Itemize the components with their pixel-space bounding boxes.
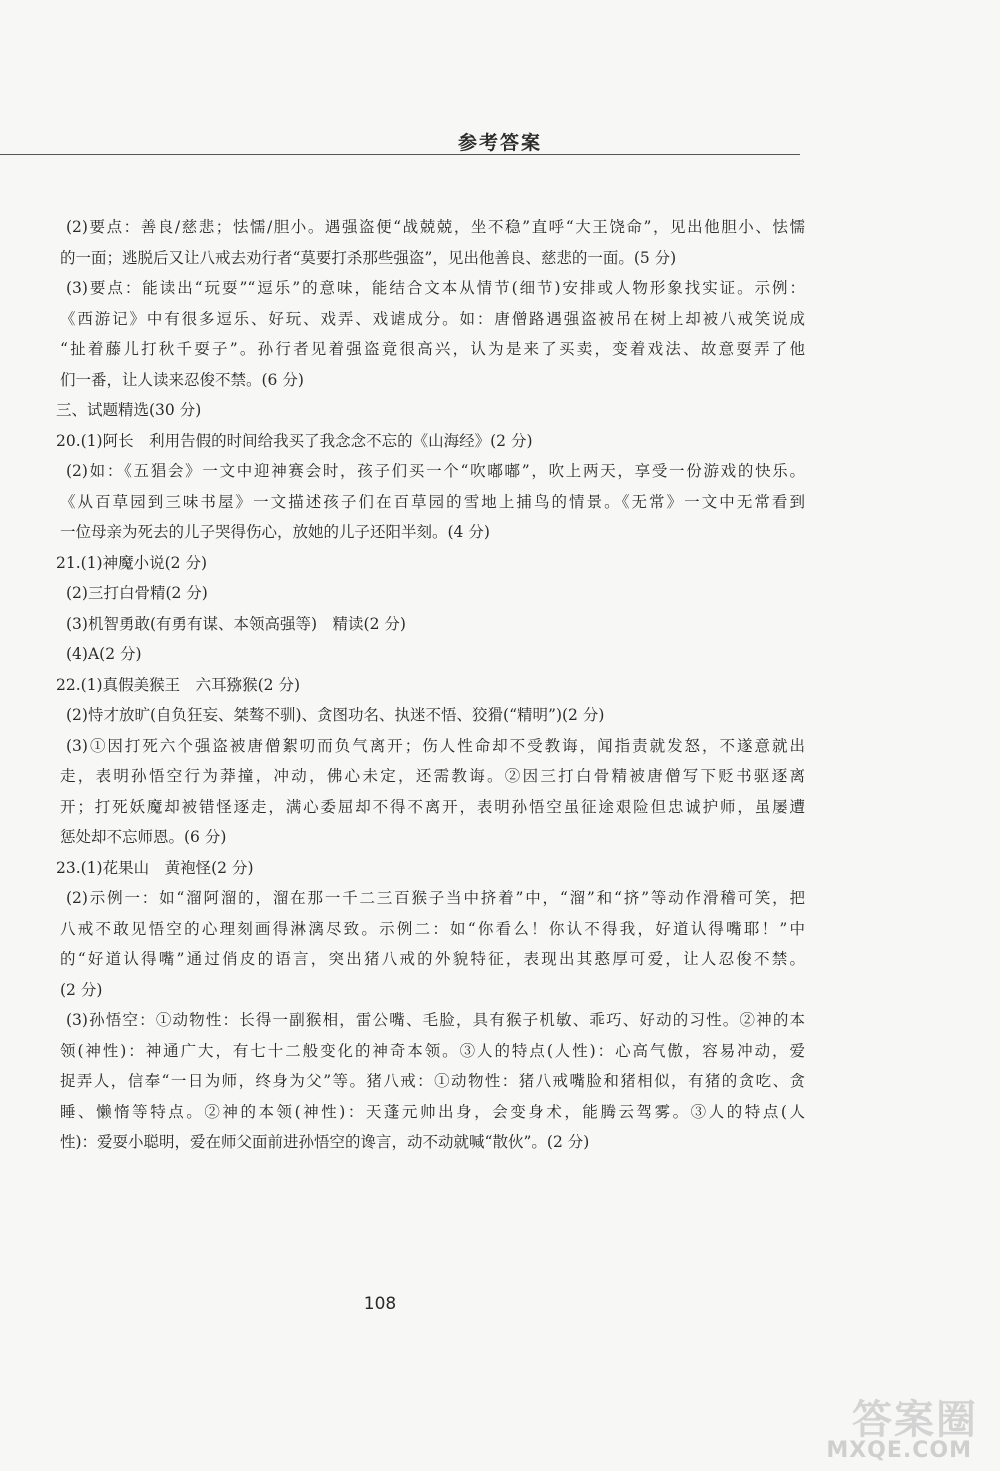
answer-line: 睡、懒惰等特点。②神的本领(神性)：天蓬元帅出身，会变身术，能腾云驾雾。③人的特点(人: [60, 1102, 805, 1121]
site-watermark: [828, 1388, 978, 1468]
answer-line: 《从百草园到三味书屋》一文描述孩子们在百草园的雪地上捕鸟的情景。《无常》一文中无常看到: [60, 492, 805, 511]
section-heading: 三、试题精选(30 分): [56, 401, 202, 419]
answer-line: (3)机智勇敢(有勇有谋、本领高强等) 精读(2 分): [66, 614, 406, 633]
answer-line: (2)三打白骨精(2 分): [66, 584, 208, 602]
answer-line: 八戒不敢见悟空的心理刻画得淋漓尽致。示例二：如“你看么！你认不得我，好道认得嘴耶！”中: [60, 919, 805, 938]
question-22-line: 22.(1)真假美猴王 六耳猕猴(2 分): [56, 675, 300, 694]
watermark-logo: 答案圈: [852, 1397, 978, 1443]
answer-line: 性)：爱耍小聪明，爱在师父面前进孙悟空的谗言，动不动就喊“散伙”。(2 分): [60, 1133, 590, 1151]
question-21-line: 21.(1)神魔小说(2 分): [56, 553, 207, 572]
answer-line: “扯着藤儿打秋千耍子”。孙行者见着强盗竟很高兴，认为是来了买卖，变着戏法、故意耍弄了他: [60, 340, 805, 358]
answer-line: (2)如：《五猖会》一文中迎神赛会时，孩子们买一个“吹嘟嘟”，吹上两天，享受一份游戏的快乐。: [66, 462, 805, 480]
answer-line: 领(神性)：神通广大，有七十二般变化的神奇本领。③人的特点(人性)：心高气傲，容易冲动，爱: [60, 1041, 805, 1060]
answer-line: (4)A(2 分): [66, 645, 142, 663]
answer-line: (3)孙悟空：①动物性：长得一副猴相，雷公嘴、毛脸，具有猴子机敏、乖巧、好动的习性。②神的本: [66, 1011, 805, 1029]
page-header: [0, 128, 800, 155]
question-20-line: 20.(1)阿长 利用告假的时间给我买了我念念不忘的《山海经》(2 分): [56, 431, 533, 450]
answer-line: 的一面；逃脱后又让八戒去劝行者“莫要打杀那些强盗”，见出他善良、慈悲的一面。(5 分): [60, 248, 677, 267]
answer-line: 捉弄人，信奉“一日为师，终身为父”等。猪八戒：①动物性：猪八戒嘴脸和猪相似，有猪的贪吃、贪: [60, 1072, 805, 1090]
answer-line: 开；打死妖魔却被错怪逐走，满心委屈却不得不离开，表明孙悟空虽征途艰险但忠诚护师，虽屡遭: [60, 797, 805, 816]
answer-line: 一位母亲为死去的儿子哭得伤心，放她的儿子还阳半刻。(4 分): [60, 523, 490, 541]
answer-line: (2)示例一：如“溜阿溜的，溜在那一千二三百猴子当中挤着”中，“溜”和“挤”等动作滑稽可笑，把: [66, 889, 805, 907]
answer-line: (2 分): [60, 980, 103, 999]
header-divider: [0, 154, 800, 155]
answer-line: 的“好道认得嘴”通过俏皮的语言，突出猪八戒的外貌特征，表现出其憨厚可爱，让人忍俊不禁。: [60, 950, 805, 968]
page-number: 108: [363, 1294, 397, 1314]
answer-line: 们一番，让人读来忍俊不禁。(6 分): [60, 370, 304, 389]
answer-content: [56, 212, 805, 1158]
answer-line: (3)要点：能读出“玩耍”“逗乐”的意味，能结合文本从情节(细节)安排或人物形象找实证。示例：: [66, 279, 805, 297]
question-23-line: 23.(1)花果山 黄袍怪(2 分): [56, 858, 254, 877]
answer-line: (2)要点：善良/慈悲；怯懦/胆小。遇强盗便“战兢兢，坐不稳”直呼“大王饶命”，见出他胆小、怯懦: [66, 218, 805, 236]
page-title: 参考答案: [457, 132, 542, 154]
answer-line: (2)恃才放旷(自负狂妄、桀骜不驯)、贪图功名、执迷不悟、狡猾(“精明”)(2 分): [66, 706, 605, 724]
answer-line: 《西游记》中有很多逗乐、好玩、戏弄、戏谑成分。如：唐僧路遇强盗被吊在树上却被八戒笑说成: [60, 309, 805, 328]
answer-line: 惩处却不忘师恩。(6 分): [60, 828, 227, 846]
watermark-domain: MXQE.COM: [826, 1438, 972, 1463]
answer-line: (3)①因打死六个强盗被唐僧絮叨而负气离开；伤人性命却不受教诲，闻指责就发怒，不遂意就出: [66, 736, 805, 755]
answer-line: 走，表明孙悟空行为莽撞，冲动，佛心未定，还需教诲。②因三打白骨精被唐僧写下贬书驱逐离: [60, 767, 805, 785]
